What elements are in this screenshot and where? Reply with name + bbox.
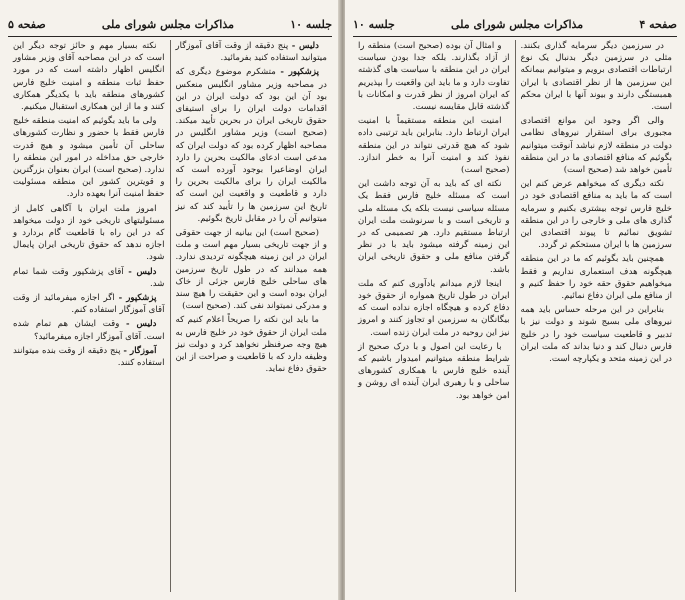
paragraph: والی اگر وجود این موانع اقتصادی مجبوری برای استقرار نیروهای نظامی دولت در منطقه لازم نباشد آنوقت میتوانیم بگوئیم که منافع اقتصادی ما در این منطقه تأمین خواهد شد (صحیح است) xyxy=(520,116,672,176)
right-page-column-2 xyxy=(353,40,516,592)
paragraph: آموزگار - پنج دقیقه از وقت بنده میتوانند استفاده کنند. xyxy=(13,345,165,369)
paragraph: نکته بسیار مهم و حائز توجه دیگر این است که در این مصاحبه آقای وزیر مشاور انگلیس اظهار داشته است که در مورد حفظ ثبات منطقه و امنیت خلیج فارس کشورهای منطقه باید با یکدیگر همکاری کنند و ما از این همکاری استقبال میکنیم. xyxy=(13,41,165,113)
paragraph: در سرزمین دیگر سرمایه گذاری بکنند. مثلی در سرزمین دیگر بدنبال یک نوع ارتباطات اقتصادی برویم و میتوانیم بیمانکه این سرزمین ها از نظر اقتصادی با ایران همبستگی دارند و بیوند آنها با ایران محکم است. xyxy=(520,41,672,113)
paragraph: (صحیح است) این بیانیه از جهت حقوقی و از جهت تاریخی بسیار مهم است و ملت ایران در این زمینه هیچگونه تردیدی ندارد. همه میدانند که در طول تاریخ سرزمین های ساحلی خلیج فارس جزئی از خاک ایران بوده است و این حقیقت را هیچ سند و مدرکی نمیتواند نفی کند. (صحیح است) xyxy=(175,228,327,312)
right-page xyxy=(345,0,685,600)
left-page-column-1 xyxy=(171,40,333,592)
right-page-number: صفحه ۴ xyxy=(639,17,677,31)
paragraph: پزشکپور - اگر اجازه میفرمائید از وقت آقای آموزگار استفاده کنم. xyxy=(13,293,165,316)
paragraph: امروز ملت ایران با آگاهی کامل از مسئولیتهای تاریخی خود از دولت میخواهد که در این راه با قاطعیت گام بردارد و اجازه ندهد که حقوق تاریخی ایران پایمال شود. xyxy=(13,203,165,263)
paragraph: دلیس - وقت ایشان هم تمام شده است. آقای آموزگار اجازه میفرمائید؟ xyxy=(13,319,165,342)
paragraph: نکته ای که باید به آن توجه داشت این است که مسئله خلیج فارس فقط یک مسئله سیاسی نیست بلکه یک مسئله ملی و تاریخی است و با سرنوشت ملت ایران ارتباط مستقیم دارد. هر تصمیمی که در این زمینه گرفته میشود باید با در نظر گرفتن منافع ملی و حقوق تاریخی ایران باشد. xyxy=(358,179,510,275)
paragraph: نکته دیگری که میخواهم عرض کنم این است که ما باید به منافع اقتصادی خود در خلیج فارس توجه بیشتری بکنیم و سرمایه گذاری های ملی و خارجی را در این منطقه تشویق نمائیم تا پیوند اقتصادی این سرزمین ها با ایران مستحکم تر گردد. xyxy=(520,179,672,251)
paragraph: پزشکپور - متشکرم موضوع دیگری که در مصاحبه وزیر مشاور انگلیس منعکس بود آن این بود که دولت ایران در این اقدامات دولت ایران را برای استیفای حقوق تاریخی ایران در بحرین تأیید میکند. (صحیح است) وزیر مشاور انگلیس در مصاحبه اظهار کرده بود که دولت ایران که مدعی است ادعای مالکیت بحرین را دارد ایران اوضاعیرا بوجود آورده است که مالکیت ایران را برای مالکیت بحرین را دارد و قاطعیت و واقعیت این است که تاریخ این سرزمین ها را تأیید کند که نیز میتوانیم آن را در مقابل تاریخ بگوئیم. xyxy=(175,67,327,224)
paragraph: ما باید این نکته را صریحاً اعلام کنیم که ملت ایران از حقوق خود در خلیج فارس به هیچ وجه صرفنظر نخواهد کرد و دولت نیز وظیفه دارد که با قاطعیت و صراحت از این حقوق دفاع نماید. xyxy=(175,315,327,375)
left-page-columns xyxy=(8,40,332,592)
paragraph: دلیس - پنج دقیقه از وقت آقای آموزگار میتوانید استفاده کنید بفرمائید. xyxy=(175,41,327,64)
left-page-number: صفحه ۵ xyxy=(8,17,46,31)
right-page-column-1 xyxy=(516,40,678,592)
paragraph: ولی ما باید بگوئیم که امنیت منطقه خلیج فارس فقط با حضور و نظارت کشورهای ساحلی آن تأمین میشود و هیچ قدرت خارجی حق مداخله در امور این منطقه را ندارد. (صحیح است) ایران بعنوان بزرگترین و قویترین کشور این منطقه مسئولیت حفظ امنیت آنرا بعهده دارد. xyxy=(12,116,165,200)
left-page-header xyxy=(8,14,332,37)
left-page-title: مذاکرات مجلس شورای ملی xyxy=(101,17,235,31)
right-page-columns xyxy=(353,40,677,592)
paragraph: بنابراین در این مرحله حساس باید همه نیروهای ملی بسیج شوند و دولت نیز با تدبیر و قاطعیت سیاست خود را در خلیج فارس دنبال کند و دنیا بداند که ملت ایران در این زمینه متحد و یکپارچه است. xyxy=(520,305,672,365)
left-page-column-2 xyxy=(8,40,171,592)
paragraph: با رعایت این اصول و با درک صحیح از شرایط منطقه میتوانیم امیدوار باشیم که آینده خلیج فارس با همکاری کشورهای ساحلی و با رهبری ایران آینده ای روشن و امن خواهد بود. xyxy=(358,341,510,401)
right-page-title: مذاکرات مجلس شورای ملی xyxy=(451,17,584,31)
right-page-header xyxy=(353,14,677,37)
paragraph: و امثال آن بوده (صحیح است) منطقه را از آزاد بگذارند. بلکه جدا بودن سیاست ایران در این منطقه با سیاست های گذشته تفاوت دارد و ما باید این واقعیت را بپذیریم که ایران امروز از نظر قدرت و امکانات با گذشته قابل مقایسه نیست. xyxy=(358,41,510,113)
right-page-session: جلسه ۱۰ xyxy=(353,17,395,31)
paragraph: اینجا لازم میدانم یادآوری کنم که ملت ایران در طول تاریخ همواره از حقوق خود دفاع کرده و هیچگاه اجازه نداده است که بیگانگان به سرزمین او تجاوز کنند و امروز نیز این روحیه در ملت ایران زنده است. xyxy=(358,278,510,338)
paragraph: امنیت این منطقه مستقیماً با امنیت ایران ارتباط دارد. بنابراین باید ترتیبی داده شود که هیچ قدرتی نتواند در این منطقه نفوذ کند و امنیت آنرا به خطر اندازد. (صحیح است) xyxy=(358,116,510,176)
paragraph: همچنین باید بگوئیم که ما در این منطقه هیچگونه هدف استعماری نداریم و فقط میخواهیم حقوق حقه خود را حفظ کنیم و از منافع ملی ایران دفاع نمائیم. xyxy=(520,254,672,302)
paragraph: دلیس - آقای پزشکپور وقت شما تمام شد. xyxy=(13,266,165,289)
left-page xyxy=(0,0,340,600)
left-page-session: جلسه ۱۰ xyxy=(290,17,332,31)
